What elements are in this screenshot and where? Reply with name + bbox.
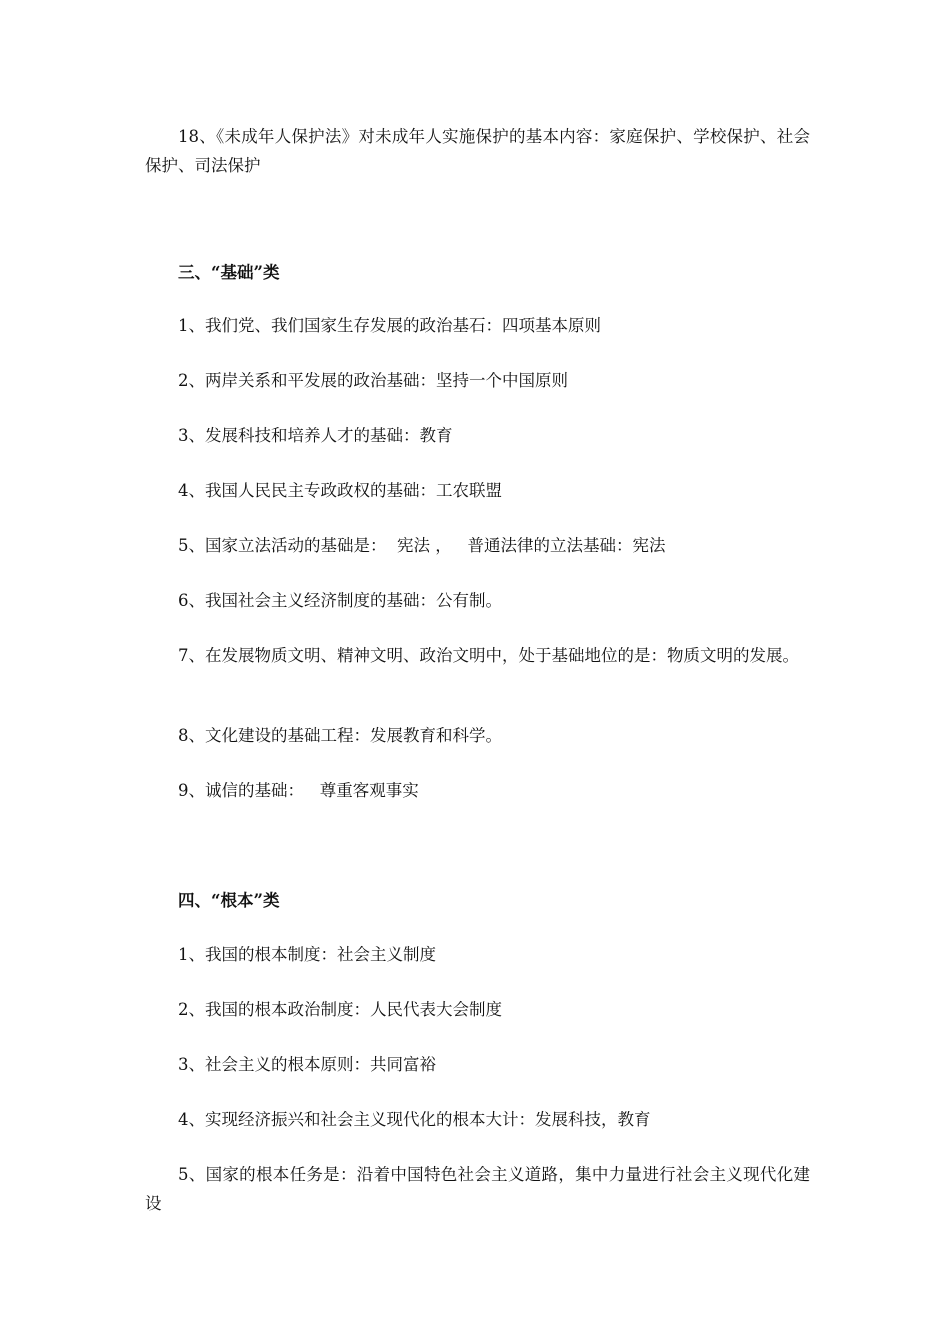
list-item: 2、两岸关系和平发展的政治基础：坚持一个中国原则 <box>178 371 568 390</box>
list-item: 5、国家立法活动的基础是： 宪法 ， 普通法律的立法基础：宪法 <box>178 536 666 555</box>
list-item: 6、我国社会主义经济制度的基础：公有制。 <box>178 591 502 610</box>
list-item: 5、国家的根本任务是：沿着中国特色社会主义道路，集中力量进行社会主义现代化建设 <box>145 1165 810 1213</box>
list-item: 4、实现经济振兴和社会主义现代化的根本大计：发展科技，教育 <box>178 1110 651 1129</box>
paragraph-18: 18、《未成年人保护法》对未成年人实施保护的基本内容：家庭保护、学校保护、社会保护、司法保护 <box>145 127 810 175</box>
section-heading-foundation: 三、“基础”类 <box>178 263 280 282</box>
section-heading-fundamental: 四、“根本”类 <box>178 891 280 910</box>
list-item: 1、我们党、我们国家生存发展的政治基石：四项基本原则 <box>178 316 601 335</box>
list-item: 9、诚信的基础： 尊重客观事实 <box>178 781 419 800</box>
list-item: 8、文化建设的基础工程：发展教育和科学。 <box>178 726 502 745</box>
list-item: 4、我国人民民主专政政权的基础：工农联盟 <box>178 481 502 500</box>
list-item: 7、在发展物质文明、精神文明、政治文明中，处于基础地位的是：物质文明的发展。 <box>178 646 799 665</box>
list-item: 1、我国的根本制度：社会主义制度 <box>178 945 436 964</box>
list-item: 3、发展科技和培养人才的基础：教育 <box>178 426 453 445</box>
list-item: 3、社会主义的根本原则：共同富裕 <box>178 1055 436 1074</box>
list-item: 2、我国的根本政治制度：人民代表大会制度 <box>178 1000 502 1019</box>
